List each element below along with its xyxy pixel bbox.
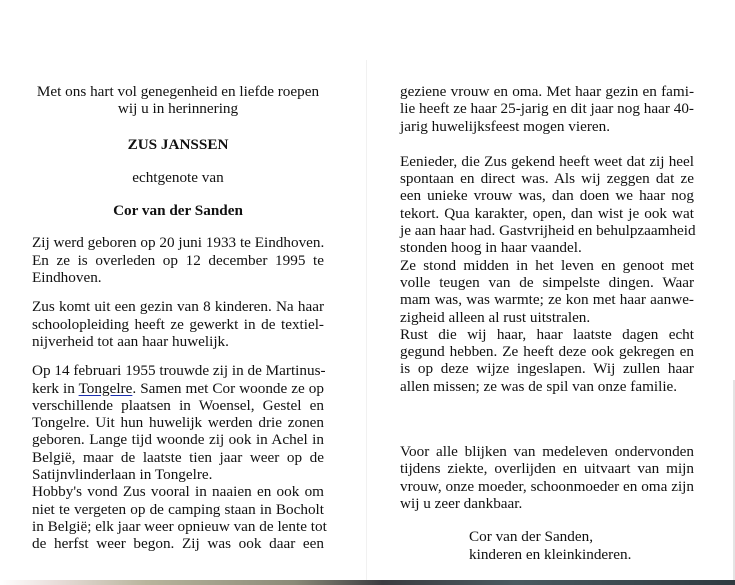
text-line: niet te vergeten op de camping staan in Bocholt [32, 500, 324, 518]
text-line: Eindhoven. [32, 269, 102, 287]
paragraph-birth-death [32, 234, 324, 286]
text-line: Eenieder, die Zus gekend heeft weet dat zij heel [400, 152, 694, 170]
intro-line: Met ons hart vol genegenheid en liefde roepen [36, 83, 320, 100]
text-line: gegund hebben. Ze heeft deze ook gekregen en [400, 343, 694, 361]
deceased-name: ZUS JANSSEN [127, 135, 229, 153]
intro-line: wij u in herinnering [117, 100, 239, 118]
text-line: Op 14 februari 1955 trouwde zij in de Martinus- [32, 362, 326, 380]
text-line: geziene vrouw en oma. Met haar gezin en fami- [400, 83, 694, 100]
signature-line: kinderen en kleinkinderen. [469, 545, 632, 563]
paragraph-rest [400, 326, 694, 395]
underlined-place-name: Tongelre [78, 379, 133, 397]
text-line: Satijnvlinderlaan in Tongelre. [32, 466, 213, 484]
text-line: mam was, was warmte; ze kon met haar aanwe- [400, 291, 694, 309]
text-line: Hobby's vond Zus vooral in naaien en ook om [32, 483, 324, 501]
text-line: wij u zeer dankbaar. [400, 494, 523, 512]
text-fragment: kerk in [32, 379, 79, 397]
thanks-paragraph [400, 443, 694, 512]
left-column [32, 83, 327, 553]
text-line: Tongelre. Uit hun huwelijk werden drie zonen [32, 414, 324, 432]
text-line: Voor alle blijken van medeleven ondervonden [400, 443, 694, 461]
text-line: je aan haar had. Gastvrijheid en behulpzaamheid [400, 222, 696, 240]
text-line: En ze is overleden op 12 december 1995 te [32, 251, 324, 269]
text-line: lie heeft ze haar 25-jarig en dit jaar nog haar 40- [400, 100, 694, 118]
text-line: spontaan en direct was. Als wij zeggen dat ze [400, 170, 694, 188]
text-line: volle teugen van de simpelste dingen. Waar [400, 273, 694, 291]
text-line: Zus komt uit een gezin van 8 kinderen. Na haar [32, 298, 324, 316]
text-line: schoolopleiding heeft ze gewerkt in de textiel- [32, 315, 324, 333]
text-line: Rust die wij haar, haar laatste dagen echt [400, 325, 694, 343]
text-fragment: . Samen met Cor woonde ze op [132, 379, 324, 397]
text-line: België, maar de laatste tien jaar weer op de [32, 448, 324, 466]
signature-line: Cor van der Sanden, [469, 528, 593, 546]
text-line: verschillende plaatsen in Woensel, Gestel en [32, 396, 324, 414]
text-line: jarig huwelijksfeest mogen vieren. [400, 117, 611, 135]
scan-bottom-strip [0, 580, 735, 585]
text-line: allen missen; ze was de spil van onze familie. [400, 377, 678, 395]
text-line [32, 380, 324, 397]
text-line: tekort. Qua karakter, open, dan wist je ook wat [400, 204, 694, 222]
text-line: in België; elk jaar weer opnieuw van de lente tot [32, 517, 327, 535]
text-line: tijdens ziekte, overlijden en uitvaart van mijn [400, 460, 694, 478]
text-line: Ze stond midden in het leven en genoot met [400, 256, 694, 274]
relation-text: echtgenote van [132, 168, 224, 186]
center-fold [366, 60, 367, 580]
text-line: de herfst weer begon. Zij was ook daar een [32, 535, 324, 553]
paragraph-youth [32, 298, 324, 350]
text-line: Zij werd geboren op 20 juni 1933 te Eindhoven. [32, 234, 325, 252]
spouse-name: Cor van der Sanden [113, 202, 243, 220]
paragraph-marriage [32, 362, 324, 483]
intro [32, 83, 324, 118]
text-line: vrouw, onze moeder, schoonmoeder en oma zijn [400, 477, 694, 495]
text-line: een unieke vrouw was, dan doen we haar nog [400, 187, 694, 205]
paragraph-family [400, 83, 694, 135]
text-line: geboren. Lange tijd woonde zij ook in Achel in [32, 431, 324, 449]
text-line: zigheid alleen al rust uitstralen. [400, 308, 591, 326]
text-line: stonden hoog in haar vaandel. [400, 239, 582, 257]
paragraph-character [400, 153, 694, 257]
right-column [400, 83, 694, 563]
paragraph-life [400, 257, 694, 326]
text-line: nijverheid tot aan haar huwelijk. [32, 332, 229, 350]
paragraph-hobbies [32, 483, 327, 553]
signature [469, 528, 694, 563]
text-line: is op deze wijze ingeslapen. Wij zullen haar [400, 360, 694, 378]
